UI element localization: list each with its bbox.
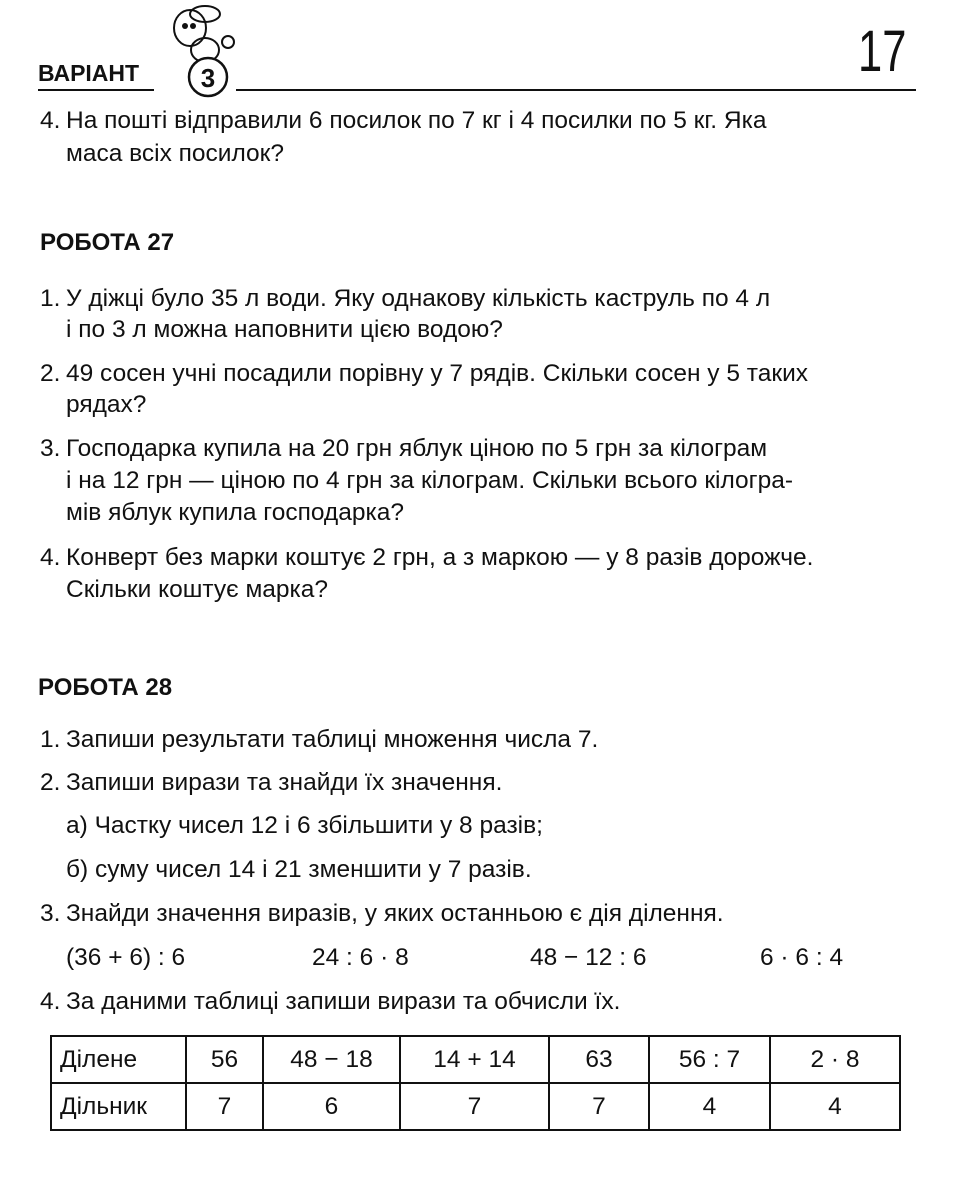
work-28-item-2b: б) суму чисел 14 і 21 зменшити у 7 разів. [66, 856, 532, 883]
item-number: 4. [40, 107, 61, 134]
work-28-item-2: 2. Запиши вирази та знайди їх значення. [40, 769, 503, 796]
table-cell: 6 [263, 1083, 400, 1130]
variant-label: ВАРІАНТ [38, 60, 140, 86]
table-cell: 14 + 14 [400, 1036, 549, 1083]
table-cell: 7 [400, 1083, 549, 1130]
line: На пошті відправили 6 посилок по 7 кг і 4 посилки по 5 кг. Яка [66, 107, 767, 134]
divider [38, 89, 154, 91]
work-28-item-2a: а) Частку чисел 12 і 6 збільшити у 8 разів; [66, 812, 543, 839]
work-27-item-3: 3. Господарка купила на 20 грн яблук ціною по 5 грн за кілограм і на 12 грн — ціною по 4 грн за кілограм. Скільки всього кілогра- мів яблук купила господарка? [40, 435, 794, 526]
table-cell: 7 [549, 1083, 649, 1130]
work-27-item-1: 1. У діжці було 35 л води. Яку однакову кількість каструль по 4 л і по 3 л можна наповнити цією водою? [40, 285, 771, 343]
table-row [51, 1036, 900, 1083]
table-cell: 63 [549, 1036, 649, 1083]
variant-number: 3 [200, 63, 216, 93]
work-28-item-3: 3. Знайди значення виразів, у яких останньою є дія ділення. [40, 900, 724, 927]
table-cell: 56 : 7 [649, 1036, 770, 1083]
expression-1: (36 + 6) : 6 [66, 944, 186, 971]
expression-3: 48 − 12 : 6 [530, 944, 647, 971]
table-cell: 4 [770, 1083, 900, 1130]
work-27-item-4: 4. Конверт без марки коштує 2 грн, а з маркою — у 8 разів дорожче. Скільки коштує марка? [40, 544, 814, 603]
work-28-item-4: 4. За даними таблиці запиши вирази та обчисли їх. [40, 988, 621, 1015]
table-cell: 4 [649, 1083, 770, 1130]
work-28-item-1: 1. Запиши результати таблиці множення числа 7. [40, 726, 599, 753]
table-cell: 7 [186, 1083, 263, 1130]
table-cell: Ділене [51, 1036, 186, 1083]
line: маса всіх посилок? [66, 140, 285, 167]
table-row [51, 1083, 900, 1130]
work-27-title: РОБОТА 27 [40, 229, 175, 256]
table-cell: Дільник [51, 1083, 186, 1130]
divider [236, 89, 916, 91]
work-28-title: РОБОТА 28 [38, 674, 173, 701]
expression-2: 24 : 6 · 8 [312, 944, 409, 971]
page-number: 17 [858, 19, 907, 84]
table-cell: 2 · 8 [770, 1036, 900, 1083]
work-27-item-2: 2. 49 сосен учні посадили порівну у 7 рядів. Скільки сосен у 5 таких рядах? [40, 360, 808, 418]
dividend-divisor-table [50, 1035, 901, 1131]
bunny-mascot-icon [150, 0, 240, 100]
expression-4: 6 · 6 : 4 [760, 944, 844, 971]
problem-4-previous [40, 104, 767, 170]
table-cell: 48 − 18 [263, 1036, 400, 1083]
table-cell: 56 [186, 1036, 263, 1083]
